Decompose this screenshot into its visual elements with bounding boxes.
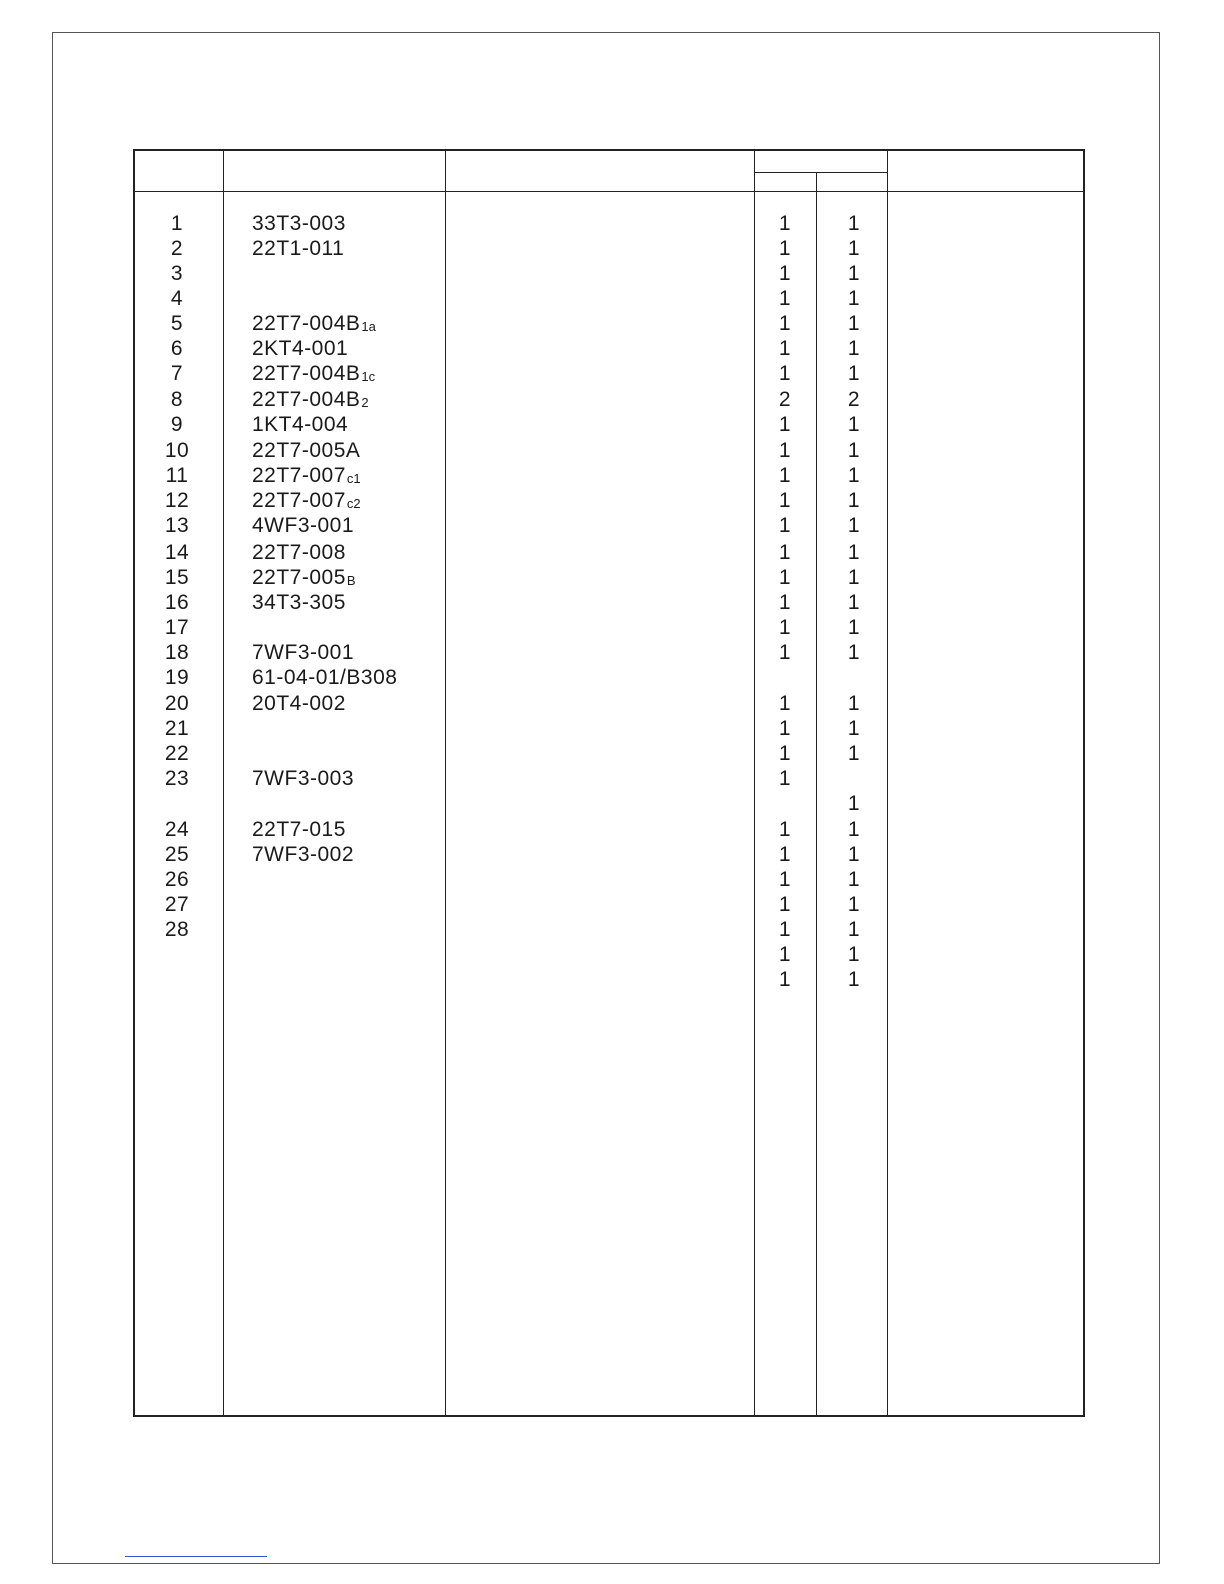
part-code (252, 261, 253, 289)
part-code-main: 7WF3-001 (252, 641, 355, 664)
part-code (252, 942, 253, 970)
row-number: 9 (170, 413, 184, 436)
quantity-col-2: 1 (847, 413, 861, 436)
part-code (252, 791, 253, 819)
quantity-col-1: 1 (778, 843, 792, 866)
row-number: 24 (164, 818, 190, 841)
part-code (252, 311, 376, 339)
quantity-col-2: 1 (847, 312, 861, 335)
quantity-col-2: 1 (847, 489, 861, 512)
column-divider-name (754, 151, 755, 1415)
part-code-main: 22T7-007 (252, 464, 346, 487)
part-code-main: 20T4-002 (252, 692, 346, 715)
quantity-col-2: 1 (847, 641, 861, 664)
quantity-col-2: 1 (847, 566, 861, 589)
part-code-main: 33T3-003 (252, 212, 346, 235)
row-number: 4 (170, 287, 184, 310)
quantity-col-1: 1 (778, 464, 792, 487)
quantity-col-1: 1 (778, 566, 792, 589)
row-number: 22 (164, 742, 190, 765)
part-code-main: 22T7-005 (252, 566, 346, 589)
quantity-col-1: 1 (778, 489, 792, 512)
quantity-col-1: 1 (778, 616, 792, 639)
part-code (252, 590, 347, 618)
quantity-col-1: 1 (778, 312, 792, 335)
quantity-col-1: 1 (778, 893, 792, 916)
part-code (252, 463, 361, 491)
column-divider-code (445, 151, 446, 1415)
quantity-col-1: 1 (778, 692, 792, 715)
part-code-suffix: 1c (361, 369, 376, 384)
quantity-col-1: 1 (778, 439, 792, 462)
row-number: 3 (170, 262, 184, 285)
part-code-main: 22T7-004B (252, 362, 361, 385)
quantity-col-2: 1 (847, 541, 861, 564)
part-code-main: 7WF3-002 (252, 843, 355, 866)
quantity-col-2: 1 (847, 692, 861, 715)
part-code (252, 387, 369, 415)
part-code (252, 361, 375, 389)
row-number: 11 (165, 464, 189, 487)
row-number: 5 (170, 312, 184, 335)
row-number: 27 (164, 893, 190, 916)
quantity-col-1: 1 (778, 237, 792, 260)
part-code (252, 615, 253, 643)
quantity-col-2: 1 (847, 943, 861, 966)
quantity-col-1: 1 (778, 514, 792, 537)
part-code (252, 691, 347, 719)
quantity-col-2: 1 (847, 591, 861, 614)
part-code (252, 741, 253, 769)
part-code (252, 565, 356, 593)
row-number: 20 (164, 692, 190, 715)
part-code-main: 22T7-007 (252, 489, 346, 512)
footer-link-underline (125, 1556, 267, 1557)
column-divider-no (223, 151, 224, 1415)
row-number: 1 (170, 212, 184, 235)
part-code (252, 488, 361, 516)
column-divider-qty (816, 172, 817, 1415)
part-code-main: 1KT4-004 (252, 413, 349, 436)
quantity-col-2: 1 (847, 212, 861, 235)
part-code (252, 438, 361, 466)
quantity-col-2: 1 (847, 287, 861, 310)
quantity-col-2: 1 (847, 717, 861, 740)
quantity-col-1: 1 (778, 337, 792, 360)
row-number: 10 (164, 439, 190, 462)
row-number: 14 (164, 541, 190, 564)
quantity-col-2: 1 (847, 792, 861, 815)
row-number: 19 (164, 666, 190, 689)
quantity-col-2: 1 (847, 262, 861, 285)
quantity-col-2: 1 (847, 968, 861, 991)
part-code (252, 513, 355, 541)
part-code-main: 61-04-01/B308 (252, 666, 398, 689)
quantity-group-line (754, 172, 887, 173)
part-code (252, 817, 347, 845)
part-code (252, 336, 349, 364)
part-code (252, 967, 253, 995)
part-code (252, 640, 355, 668)
part-code (252, 716, 253, 744)
part-code-main: 2KT4-001 (252, 337, 349, 360)
part-code (252, 286, 253, 314)
part-code (252, 412, 349, 440)
quantity-col-2: 1 (847, 464, 861, 487)
quantity-col-1: 2 (778, 388, 792, 411)
part-code-suffix: c1 (346, 471, 361, 486)
row-number: 7 (170, 362, 184, 385)
row-number: 13 (164, 514, 190, 537)
part-code (252, 540, 347, 568)
header-separator (135, 191, 1083, 192)
quantity-col-1: 1 (778, 818, 792, 841)
row-number: 8 (170, 388, 184, 411)
quantity-col-2: 1 (847, 893, 861, 916)
part-code-main: 22T7-005A (252, 439, 361, 462)
row-number: 23 (164, 767, 190, 790)
quantity-col-2: 1 (847, 514, 861, 537)
part-code (252, 236, 345, 264)
part-code-main: 22T7-008 (252, 541, 346, 564)
part-code-main: 22T7-004B (252, 312, 361, 335)
part-code-main: 22T7-015 (252, 818, 346, 841)
part-code (252, 766, 355, 794)
part-code-main: 22T1-011 (252, 237, 345, 260)
quantity-col-2: 1 (847, 337, 861, 360)
part-code-suffix: c2 (346, 496, 361, 511)
quantity-col-1: 1 (778, 868, 792, 891)
quantity-col-1: 1 (778, 918, 792, 941)
part-code (252, 917, 253, 945)
column-divider-remarks (887, 151, 888, 1415)
row-number: 16 (164, 591, 190, 614)
part-code-suffix: 1a (361, 319, 376, 334)
quantity-col-1: 1 (778, 287, 792, 310)
row-number: 17 (164, 616, 190, 639)
quantity-col-2: 1 (847, 439, 861, 462)
quantity-col-1: 1 (778, 413, 792, 436)
parts-table (133, 149, 1085, 1417)
row-number: 18 (164, 641, 190, 664)
quantity-col-2: 1 (847, 362, 861, 385)
part-code (252, 665, 398, 693)
quantity-col-1: 1 (778, 262, 792, 285)
part-code (252, 892, 253, 920)
quantity-col-1: 1 (778, 767, 792, 790)
quantity-col-2: 1 (847, 918, 861, 941)
part-code (252, 211, 347, 239)
quantity-col-2: 2 (847, 388, 861, 411)
part-code-main: 7WF3-003 (252, 767, 355, 790)
part-code-main: 34T3-305 (252, 591, 346, 614)
row-number: 28 (164, 918, 190, 941)
row-number: 2 (170, 237, 184, 260)
quantity-col-2: 1 (847, 818, 861, 841)
quantity-col-1: 1 (778, 968, 792, 991)
quantity-col-1: 1 (778, 541, 792, 564)
quantity-col-1: 1 (778, 943, 792, 966)
quantity-col-1: 1 (778, 591, 792, 614)
row-number: 25 (164, 843, 190, 866)
row-number: 26 (164, 868, 190, 891)
quantity-col-1: 1 (778, 742, 792, 765)
row-number: 6 (170, 337, 184, 360)
part-code (252, 867, 253, 895)
quantity-col-1: 1 (778, 362, 792, 385)
quantity-col-2: 1 (847, 742, 861, 765)
quantity-col-1: 1 (778, 212, 792, 235)
row-number: 21 (164, 717, 190, 740)
part-code (252, 842, 355, 870)
row-number: 15 (164, 566, 190, 589)
part-code-main: 22T7-004B (252, 388, 361, 411)
part-code-main: 4WF3-001 (252, 514, 355, 537)
part-code-suffix: 2 (361, 395, 369, 410)
quantity-col-1: 1 (778, 641, 792, 664)
quantity-col-1: 1 (778, 717, 792, 740)
quantity-col-2: 1 (847, 616, 861, 639)
part-code-suffix: B (346, 573, 356, 588)
quantity-col-2: 1 (847, 237, 861, 260)
row-number: 12 (164, 489, 190, 512)
quantity-col-2: 1 (847, 843, 861, 866)
quantity-col-2: 1 (847, 868, 861, 891)
